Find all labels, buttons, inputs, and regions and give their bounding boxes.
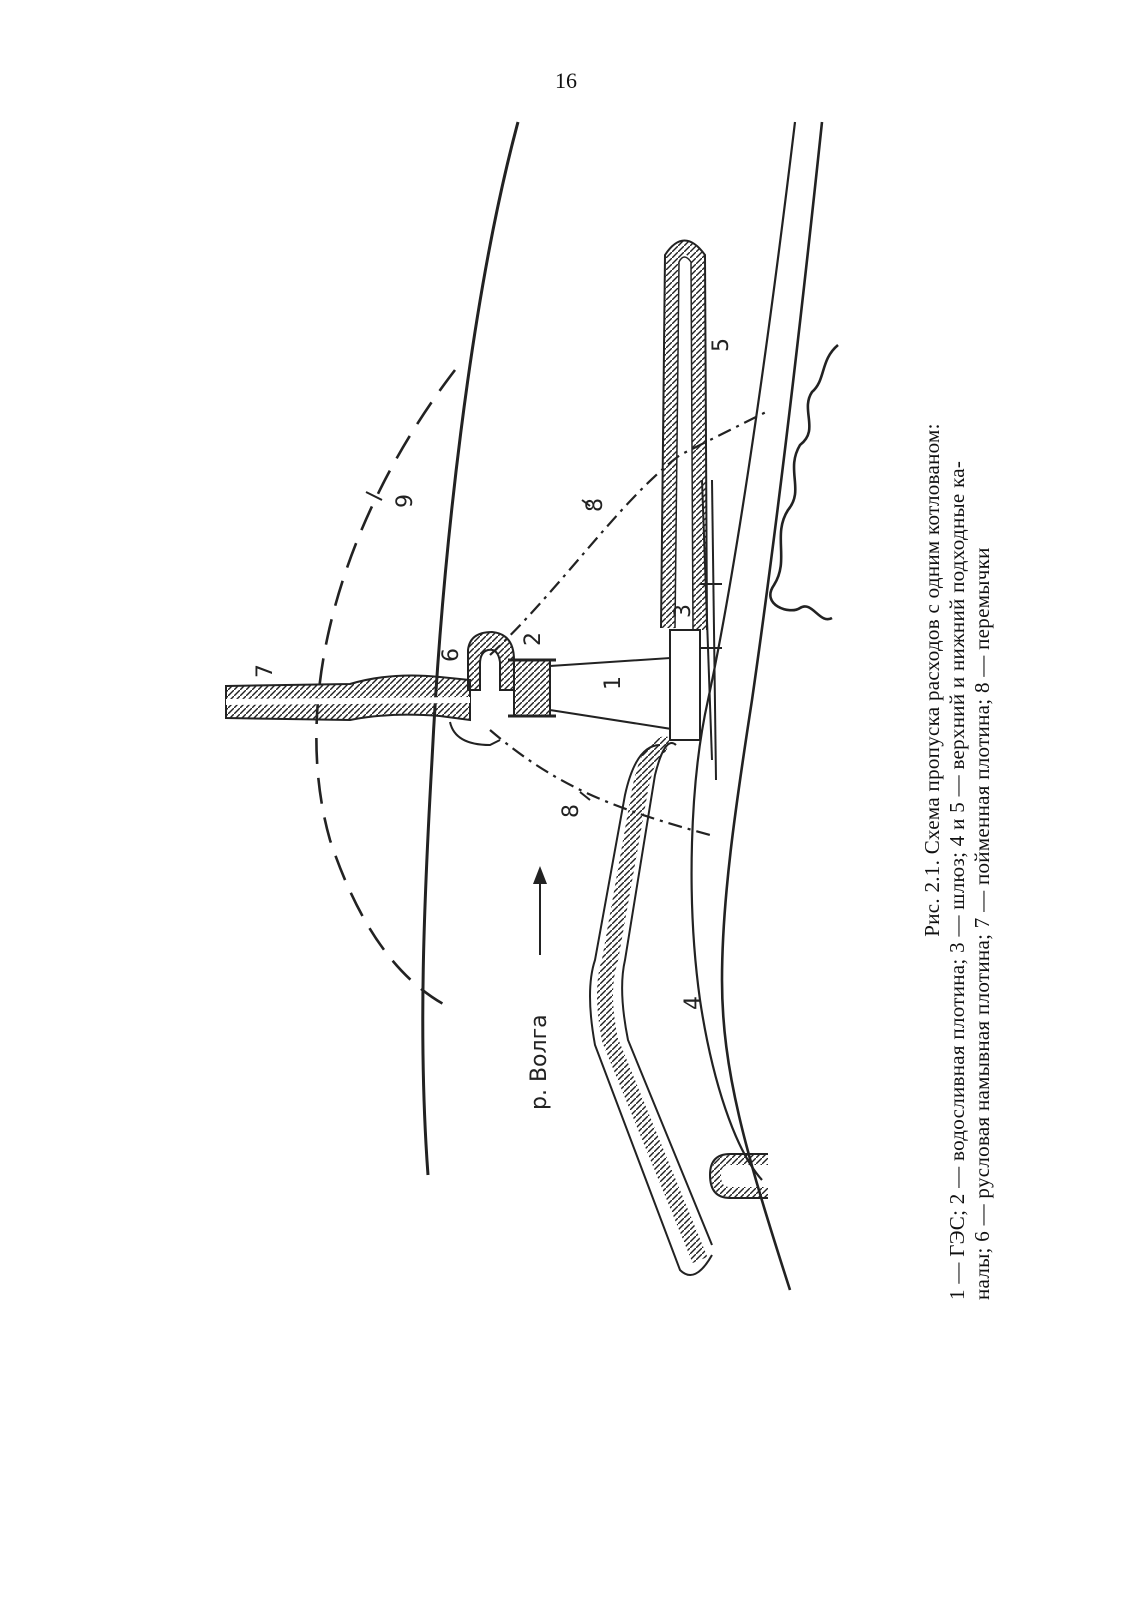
right-bank-inner-line bbox=[692, 122, 795, 1180]
figure-caption bbox=[920, 60, 995, 1300]
label-1: 1 bbox=[601, 676, 626, 690]
page-number: 16 bbox=[555, 68, 577, 93]
caption-line-1: 1 — ГЭС; 2 — водосливная плотина; 3 — шлюз; 4 и 5 — верхний и нижний подходные ка- bbox=[945, 460, 969, 1300]
label-4: 4 bbox=[681, 996, 706, 1010]
label-7: 7 bbox=[253, 664, 278, 678]
small-harbour bbox=[716, 1160, 768, 1192]
lock-3 bbox=[670, 630, 700, 740]
river-label: р. Волга bbox=[527, 1014, 552, 1110]
label-6: 6 bbox=[439, 648, 464, 662]
label-2: 2 bbox=[521, 632, 546, 646]
label-8-lower: 8 bbox=[559, 804, 584, 818]
hpp-1 bbox=[550, 658, 678, 730]
cofferdam-8-upper bbox=[490, 410, 770, 655]
lower-approach-canal-5 bbox=[668, 247, 700, 630]
spillway-dam-2 bbox=[514, 660, 550, 716]
cofferdam-8-lower bbox=[490, 730, 710, 835]
channel-dam-6 bbox=[468, 632, 514, 690]
label-8-upper: 8 bbox=[583, 498, 608, 512]
label-9: 9 bbox=[393, 494, 418, 508]
label-3: 3 bbox=[671, 604, 696, 618]
caption-title: Рис. 2.1. Схема пропуска расходов с одним котлованом: bbox=[920, 423, 944, 937]
label-5: 5 bbox=[709, 338, 734, 352]
caption-line-2: налы; 6 — русловая намывная плотина; 7 — пойменная плотина; 8 — перемычки bbox=[970, 547, 994, 1300]
